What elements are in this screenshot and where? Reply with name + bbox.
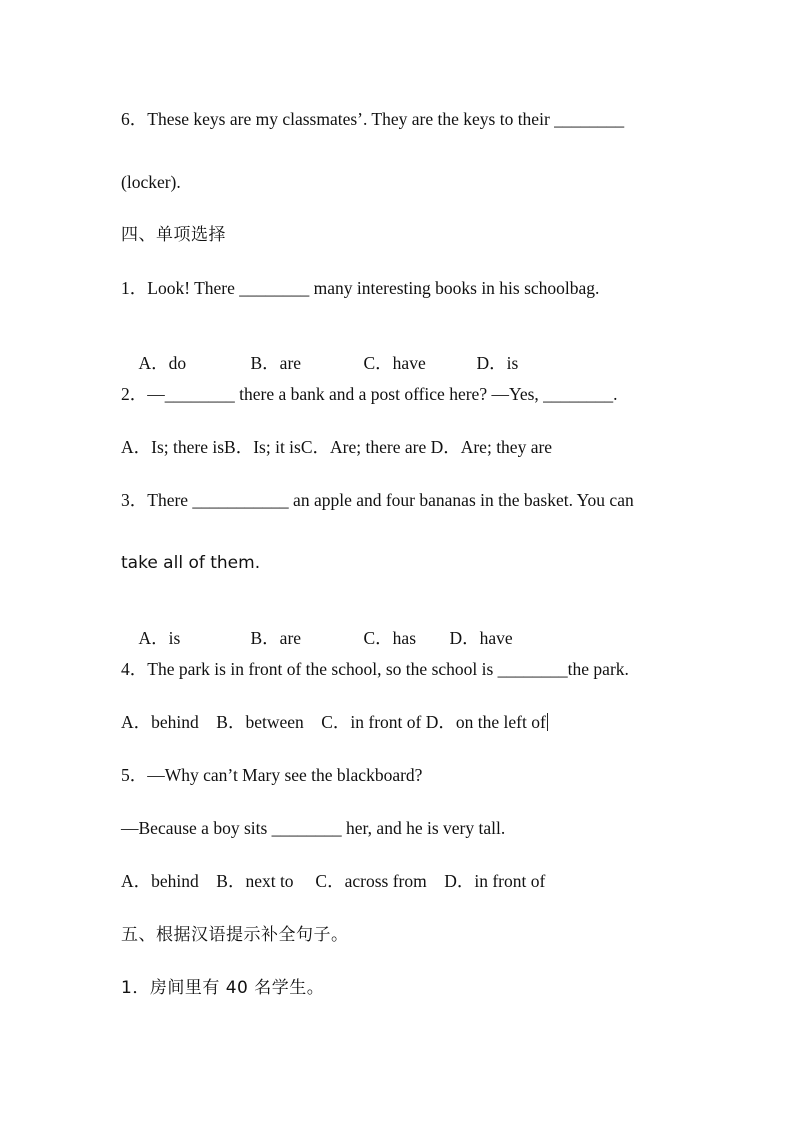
mc-3-option-a: A．is — [138, 628, 181, 648]
mc-3-option-d: D．have — [449, 628, 513, 648]
mc-1-option-c: C．have — [363, 353, 426, 373]
mc-2-stem: 2．—________ there a bank and a post office here? —Yes, ________. — [121, 384, 618, 404]
mc-4-stem: 4．The park is in front of the school, so the school is ________the park. — [121, 659, 629, 679]
mc-3-option-c: C．has — [363, 628, 416, 648]
mc-5-stem-line-2: —Because a boy sits ________ her, and he is very tall. — [121, 818, 506, 838]
mc-4-options-text: A．behind B．between C．in front of D．on the left of — [121, 712, 546, 732]
mc-3-stem-line-2: take all of them. — [121, 553, 261, 573]
mc-3-option-b: B．are — [250, 628, 302, 648]
mc-4-options — [121, 711, 548, 733]
mc-5-options: A．behind B．next to C．across from D．in front of — [121, 871, 546, 891]
section-5-title: 五、根据汉语提示补全句子。 — [121, 925, 349, 945]
mc-1-stem: 1．Look! There ________ many interesting books in his schoolbag. — [121, 278, 600, 298]
mc-2-options: A．Is; there isB．Is; it isC．Are; there are D．Are; they are — [121, 437, 553, 457]
section-4-title: 四、单项选择 — [121, 225, 226, 245]
text-cursor — [547, 713, 548, 731]
question-6-line-1: 6．These keys are my classmates’. They are the keys to their ________ — [121, 109, 625, 129]
mc-3-stem-line-1: 3．There ___________ an apple and four bananas in the basket. You can — [121, 490, 634, 510]
mc-5-stem-line-1: 5．—Why can’t Mary see the blackboard? — [121, 765, 423, 785]
mc-1-option-a: A．do — [138, 353, 187, 373]
section-5-question-1: 1．房间里有 40 名学生。 — [121, 978, 325, 998]
mc-1-option-d: D．is — [476, 353, 519, 373]
question-6-line-2: (locker). — [121, 172, 181, 192]
mc-1-option-b: B．are — [250, 353, 302, 373]
